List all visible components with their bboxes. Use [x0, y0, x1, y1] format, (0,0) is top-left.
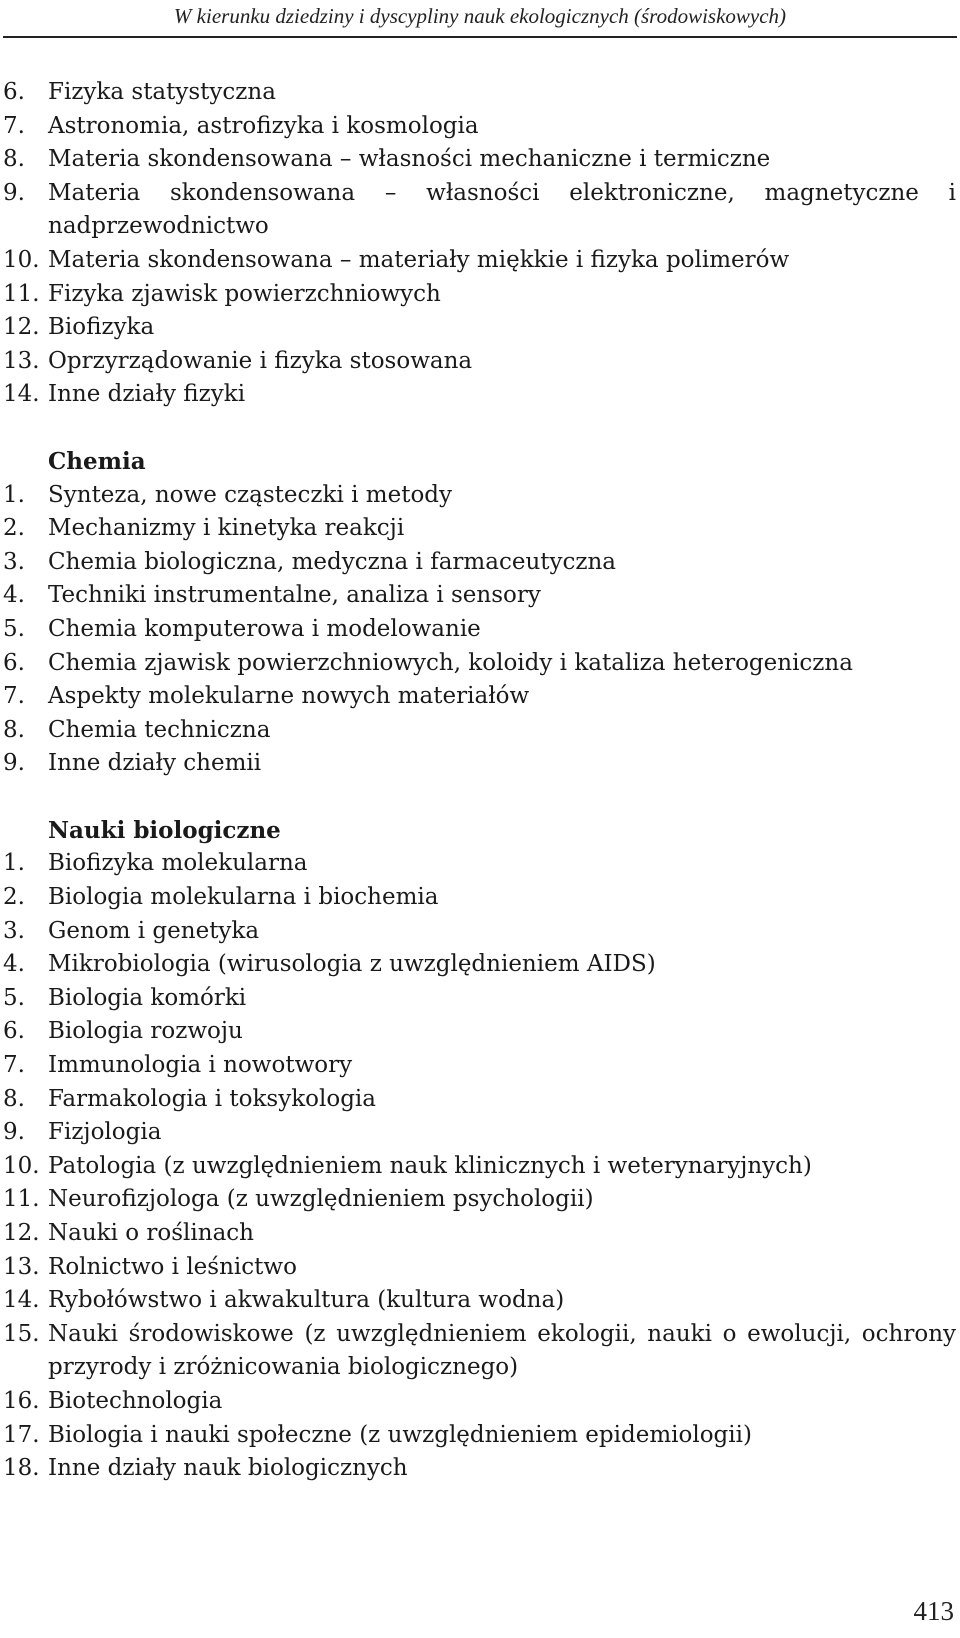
list-item	[0, 1217, 956, 1251]
item-number: 2.	[3, 515, 25, 542]
item-text: Inne działy nauk biologicznych	[48, 1455, 408, 1482]
list-item	[0, 311, 956, 345]
list-item	[0, 1284, 956, 1318]
section-heading-chemistry: Chemia	[48, 447, 146, 475]
item-text: Biologia i nauki społeczne (z uwzględnieniem epidemiologii)	[48, 1421, 752, 1448]
item-text: Genom i genetyka	[48, 917, 260, 944]
item-number: 5.	[3, 984, 25, 1011]
list-item	[0, 1452, 956, 1486]
item-number: 12.	[3, 1220, 40, 1246]
item-text: Chemia biologiczna, medyczna i farmaceutyczna	[48, 548, 617, 575]
list-item	[0, 1083, 956, 1117]
item-text: Inne działy chemii	[48, 750, 262, 777]
list-item	[0, 512, 956, 546]
item-number: 9.	[3, 1119, 25, 1146]
list-item	[0, 110, 956, 144]
item-number: 1.	[3, 481, 25, 508]
page-number: 413	[913, 1596, 954, 1626]
list-item	[0, 378, 956, 412]
list-item	[0, 680, 956, 714]
item-text: Patologia (z uwzględnieniem nauk klinicznych i weterynaryjnych)	[48, 1152, 812, 1179]
item-text: Techniki instrumentalne, analiza i sensory	[48, 582, 541, 609]
list-item	[0, 847, 956, 881]
item-number: 3.	[3, 917, 25, 944]
list-item	[0, 915, 956, 949]
item-text: Biofizyka molekularna	[48, 850, 308, 877]
item-text: Rybołówstwo i akwakultura (kultura wodna)	[48, 1287, 565, 1314]
item-number: 2.	[3, 884, 25, 911]
item-text: Biologia komórki	[48, 984, 247, 1011]
item-number: 16.	[3, 1387, 40, 1414]
section-biology	[0, 814, 956, 1486]
item-number: 6.	[3, 79, 25, 105]
item-number: 10.	[3, 1152, 40, 1179]
item-text: Biologia molekularna i biochemia	[48, 884, 439, 911]
item-number: 11.	[3, 1186, 40, 1213]
item-text: Neurofizjologa (z uwzględnieniem psychologii)	[48, 1186, 594, 1213]
item-number: 11.	[3, 280, 40, 307]
running-header: W kierunku dziedziny i dyscypliny nauk ekologicznych (środowiskowych)	[173, 4, 787, 28]
item-number: 13.	[3, 347, 40, 374]
item-text: Chemia komputerowa i modelowanie	[48, 615, 481, 642]
list-item	[0, 714, 956, 748]
list-item	[0, 177, 956, 244]
item-number: 4.	[3, 582, 25, 609]
list-item	[0, 1015, 956, 1049]
item-number: 9.	[3, 179, 25, 206]
item-number: 10.	[3, 246, 40, 273]
list-item	[0, 1318, 956, 1385]
item-number: 7.	[3, 683, 25, 710]
list-item	[0, 76, 956, 110]
list-item	[0, 579, 956, 613]
list-item	[0, 1251, 956, 1285]
item-number: 7.	[3, 112, 25, 139]
item-number: 6.	[3, 649, 25, 676]
list-item	[0, 1150, 956, 1184]
list-item	[0, 1183, 956, 1217]
header-rule	[3, 36, 957, 38]
item-text: Nauki środowiskowe (z uwzględnieniem ekologii, nauki o ewolucji, ochrony przyrody i zróżnicowania biologicznego)	[48, 1320, 956, 1381]
item-text: Fizjologia	[48, 1119, 162, 1146]
item-text: Chemia zjawisk powierzchniowych, koloidy i kataliza heterogeniczna	[48, 649, 853, 676]
list-item	[0, 1385, 956, 1419]
item-text: Nauki o roślinach	[48, 1220, 254, 1246]
item-number: 14.	[3, 381, 40, 408]
item-number: 8.	[3, 716, 25, 743]
item-number: 1.	[3, 850, 25, 877]
item-text: Farmakologia i toksykologia	[48, 1085, 376, 1112]
list-item	[0, 948, 956, 982]
item-text: Aspekty molekularne nowych materiałów	[48, 683, 530, 710]
item-number: 9.	[3, 750, 25, 777]
item-number: 5.	[3, 615, 25, 642]
list-item	[0, 1116, 956, 1150]
list-item	[0, 546, 956, 580]
item-number: 3.	[3, 548, 25, 575]
item-text: Immunologia i nowotwory	[48, 1052, 353, 1079]
list-item	[0, 143, 956, 177]
list-item	[0, 1419, 956, 1453]
item-text: Materia skondensowana – własności mechaniczne i termiczne	[48, 146, 771, 173]
chemistry-list	[0, 479, 956, 781]
item-text: Astronomia, astrofizyka i kosmologia	[48, 112, 479, 139]
item-text: Biotechnologia	[48, 1387, 223, 1414]
section-physics	[0, 76, 956, 412]
list-item	[0, 613, 956, 647]
item-number: 12.	[3, 314, 40, 341]
item-text: Synteza, nowe cząsteczki i metody	[48, 481, 453, 508]
list-item	[0, 982, 956, 1016]
section-heading-biology: Nauki biologiczne	[48, 816, 281, 844]
list-item	[0, 881, 956, 915]
item-text: Biologia rozwoju	[48, 1018, 243, 1045]
item-text: Biofizyka	[48, 314, 155, 341]
item-text: Materia skondensowana – własności elektroniczne, magnetyczne i nadprzewodnictwo	[48, 179, 956, 240]
item-number: 7.	[3, 1052, 25, 1079]
item-number: 17.	[3, 1421, 40, 1448]
item-number: 4.	[3, 951, 25, 978]
list-item	[0, 244, 956, 278]
item-number: 8.	[3, 1085, 25, 1112]
item-text: Fizyka zjawisk powierzchniowych	[48, 280, 441, 307]
item-text: Chemia techniczna	[48, 716, 271, 743]
item-text: Oprzyrządowanie i fizyka stosowana	[48, 347, 473, 374]
item-text: Mechanizmy i kinetyka reakcji	[48, 515, 405, 542]
item-text: Inne działy fizyki	[48, 381, 246, 408]
physics-list	[0, 76, 956, 412]
item-number: 18.	[3, 1455, 40, 1482]
item-number: 15.	[3, 1320, 40, 1347]
item-number: 13.	[3, 1253, 40, 1280]
item-text: Fizyka statystyczna	[48, 79, 276, 105]
item-text: Mikrobiologia (wirusologia z uwzględnieniem AIDS)	[48, 951, 656, 978]
list-item	[0, 479, 956, 513]
page-content	[0, 76, 956, 1486]
item-text: Rolnictwo i leśnictwo	[48, 1253, 297, 1280]
list-item	[0, 747, 956, 781]
item-number: 14.	[3, 1287, 40, 1314]
item-text: Materia skondensowana – materiały miękkie i fizyka polimerów	[48, 246, 790, 273]
biology-list	[0, 847, 956, 1485]
list-item	[0, 345, 956, 379]
list-item	[0, 647, 956, 681]
section-chemistry	[0, 445, 956, 781]
list-item	[0, 278, 956, 312]
item-number: 6.	[3, 1018, 25, 1045]
list-item	[0, 1049, 956, 1083]
item-number: 8.	[3, 146, 25, 173]
